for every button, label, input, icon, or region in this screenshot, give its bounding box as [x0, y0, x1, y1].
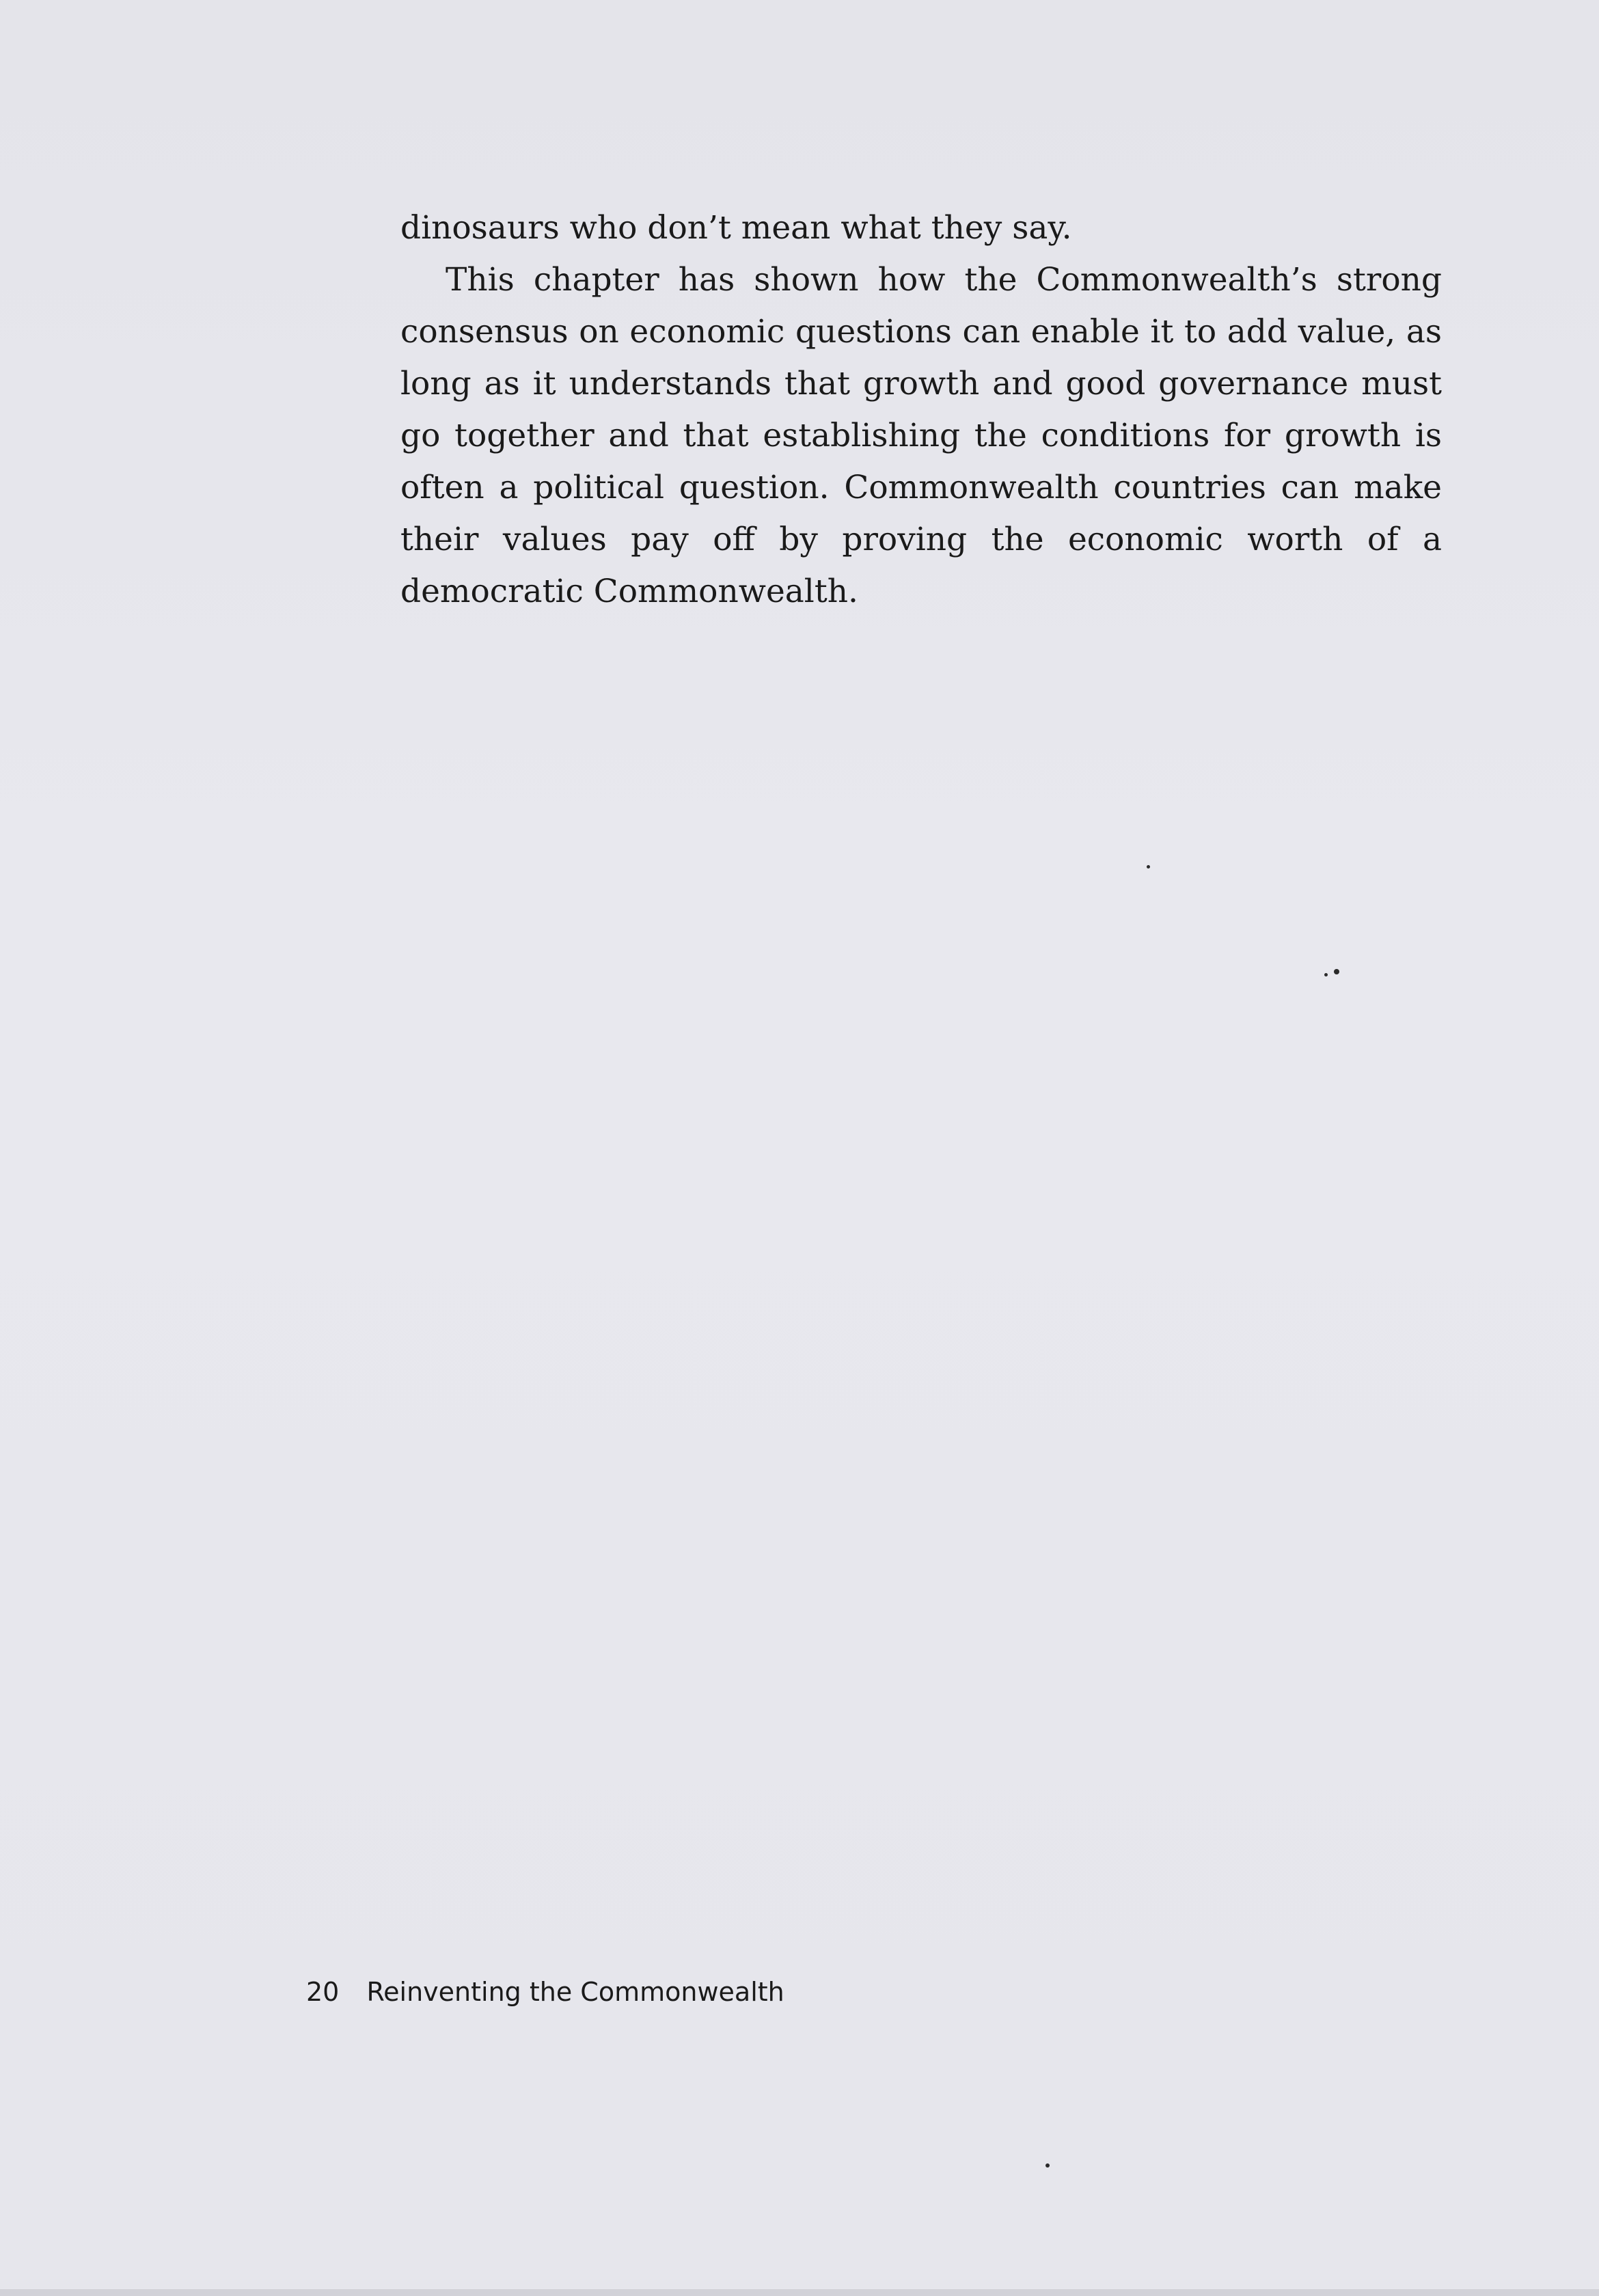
page-bottom-edge — [0, 2289, 1599, 2296]
page-number: 20 — [306, 1977, 340, 2007]
ink-speck — [1334, 969, 1339, 974]
running-title: Reinventing the Commonwealth — [366, 1977, 784, 2007]
ink-speck — [1324, 973, 1328, 976]
page-footer — [306, 1975, 784, 2009]
paragraph-conclusion: This chapter has shown how the Commonwealth’s strong consensus on economic questions can enable it to add value, as long as it understands that growth and good governance must go together and that establishing the conditions for growth is often a political question. Commonwealth countries can make their values pay off by proving the economic worth of a democratic Commonwealth. — [400, 261, 1442, 610]
paragraph-continuation: dinosaurs who don’t mean what they say. — [400, 209, 1072, 247]
body-text — [400, 202, 1442, 618]
ink-speck — [1147, 865, 1150, 869]
ink-speck — [1046, 2163, 1050, 2168]
